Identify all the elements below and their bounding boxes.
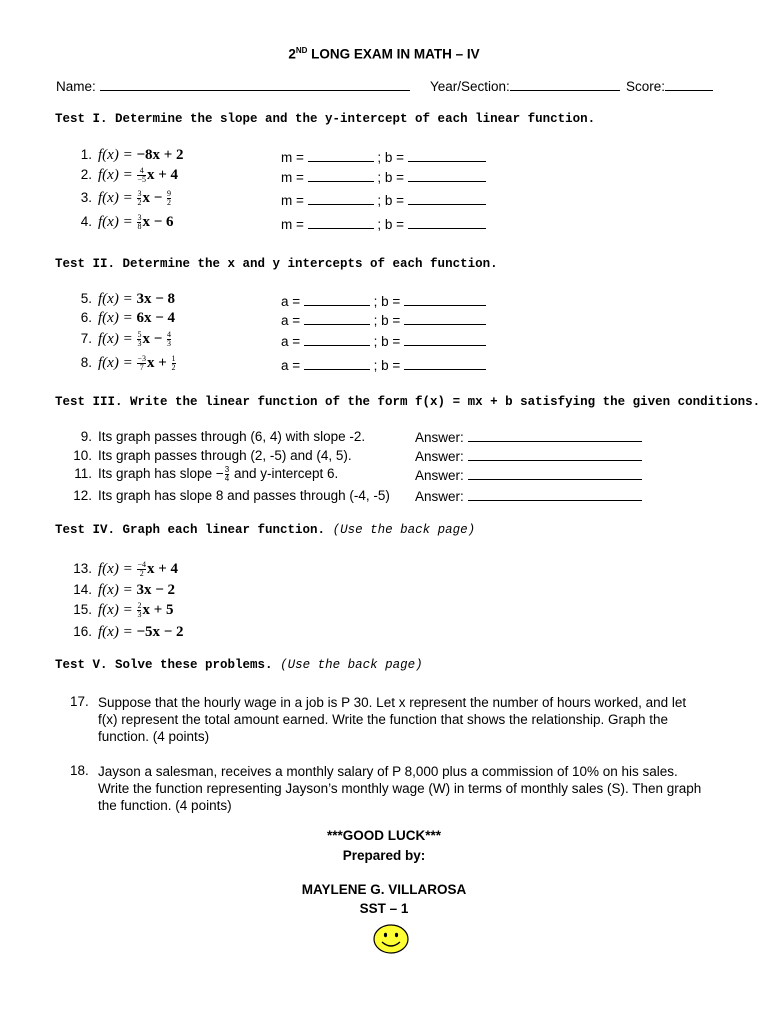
name-label: Name: (56, 78, 410, 94)
test-3-heading: Test III. Write the linear function of the form f(x) = mx + b satisfying the given conditions. (55, 395, 761, 409)
author-position: SST – 1 (359, 901, 409, 916)
item-16: 16. f(x) = −5x − 2 (73, 624, 184, 640)
year-section-label: Year/Section: (430, 78, 620, 94)
answer-5[interactable]: a = ; b = (281, 293, 486, 309)
score-blank[interactable] (665, 78, 713, 91)
answer-8[interactable]: a = ; b = (281, 357, 486, 373)
answer-3[interactable]: m = ; b = (281, 192, 486, 208)
answer-4[interactable]: m = ; b = (281, 216, 486, 232)
item-3: 3. f(x) = $\frac{3}{2}$ x − $\frac{9}{2}$ (80, 189, 171, 208)
problem-18: Jayson a salesman, receives a monthly salary of P 8,000 plus a commission of 10% on his sales. Write the function representing Jayson’s monthly wage (W) in terms of monthly sales (S). Then graph the function. (4 points) (98, 764, 702, 813)
good-luck: ***GOOD LUCK*** (326, 828, 442, 843)
year-section-blank[interactable] (510, 78, 620, 91)
answer-6[interactable]: a = ; b = (281, 312, 486, 328)
test-1-heading: Test I. Determine the slope and the y-intercept of each linear function. (55, 112, 596, 126)
item-11: 11. Its graph has slope − $\frac{3}{4}$ and y-intercept 6. (74, 465, 339, 483)
answer-9[interactable]: Answer: (415, 429, 642, 445)
item-15: 15. f(x) = $\frac{2}{3}$ x + 5 (73, 601, 174, 620)
answer-2[interactable]: m = ; b = (281, 169, 486, 185)
smiley-face-icon (373, 924, 409, 954)
item-6: 6. f(x) = 6x − 4 (80, 310, 175, 326)
name-blank[interactable] (100, 78, 410, 91)
item-1: 1. f(x) = −8x + 2 (80, 147, 184, 163)
item-7: 7. f(x) = $\frac{5}{3}$ x − $\frac{4}{3}$ (80, 330, 171, 349)
item-12: 12. Its graph has slope 8 and passes through (-4, -5) (73, 488, 390, 503)
problem-17: Suppose that the hourly wage in a job is P 30. Let x represent the number of hours worked, and let f(x) represent the total amount earned. Write the function that shows the relationship. Graph the function. (4 points) (98, 695, 687, 744)
item-14: 14. f(x) = 3x − 2 (73, 582, 175, 598)
answer-12[interactable]: Answer: (415, 488, 642, 504)
item-9: 9. Its graph passes through (6, 4) with slope -2. (80, 429, 366, 444)
prepared-by: Prepared by: (342, 848, 426, 863)
item-4: 4. f(x) = $\frac{3}{8}$ x − 6 (80, 213, 174, 232)
item-13: 13. f(x) = $\frac{-4}{2}$ x + 4 (73, 560, 179, 579)
test-4-heading: Test IV. Graph each linear function. (Use the back page) (55, 523, 476, 537)
score-label: Score: (626, 78, 713, 94)
test-5-heading: Test V. Solve these problems. (Use the back page) (55, 658, 423, 672)
item-5: 5. f(x) = 3x − 8 (80, 291, 175, 307)
item-18-number: 18. (70, 763, 89, 778)
item-10: 10. Its graph passes through (2, -5) and (4, 5). (73, 448, 352, 463)
test-2-heading: Test II. Determine the x and y intercepts of each function. (55, 257, 498, 271)
item-2: 2. f(x) = $\frac{4}{-5}$ x + 4 (80, 166, 179, 185)
answer-7[interactable]: a = ; b = (281, 333, 486, 349)
answer-1[interactable]: m = ; b = (281, 149, 486, 165)
item-17-number: 17. (70, 694, 89, 709)
page-title: 2ND LONG EXAM IN MATH – IV (288, 46, 480, 62)
answer-10[interactable]: Answer: (415, 448, 642, 464)
answer-11[interactable]: Answer: (415, 467, 642, 483)
author-name: MAYLENE G. VILLAROSA (301, 882, 467, 897)
item-8: 8. f(x) = $\frac{-3}{7}$ x + $\frac{1}{2}$ (80, 354, 176, 373)
